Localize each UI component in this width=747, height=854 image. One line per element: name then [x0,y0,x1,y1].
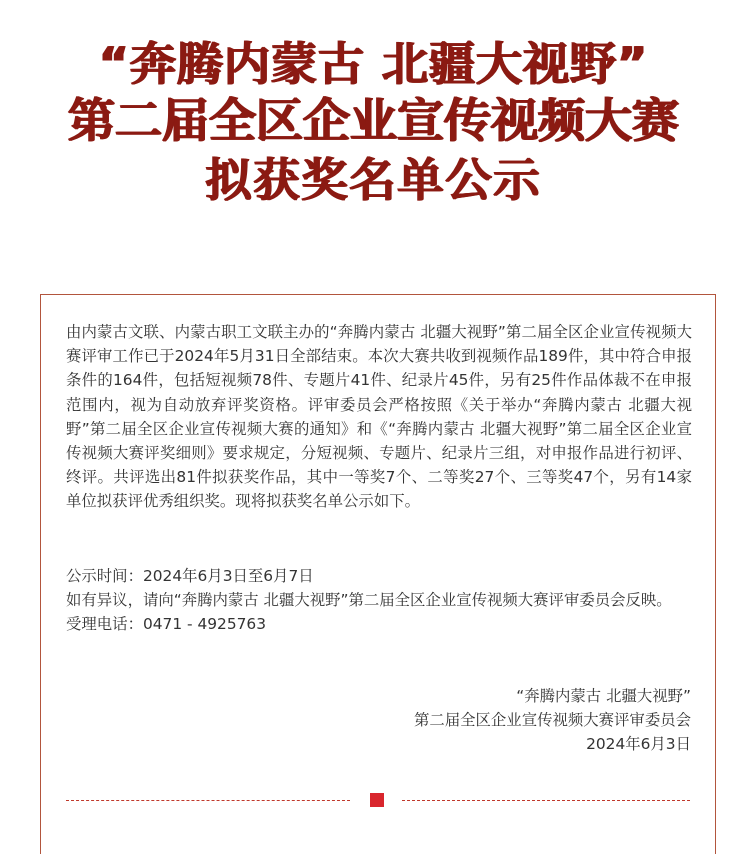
divider-right [402,800,690,801]
signature-line-2: 第二届全区企业宣传视频大赛评审委员会 [413,711,691,730]
notice-objection: 如有异议，请向“奔腾内蒙古 北疆大视野”第二届全区企业宣传视频大赛评审委员会反映。 [66,591,672,610]
notice-info [66,564,692,637]
title-line-1: “奔腾内蒙古 北疆大视野” [98,37,649,91]
divider-left [66,800,350,801]
divider-square-icon [370,793,384,807]
signature-line-1: “奔腾内蒙古 北疆大视野” [516,687,691,705]
signature-date: 2024年6月3日 [586,735,691,754]
announcement-paragraph: 由内蒙古文联、内蒙古职工文联主办的“奔腾内蒙古 北疆大视野”第二届全区企业宣传视频大赛评审工作已于2024年5月31日全部结束。本次大赛共收到视频作品189件，其中符合申报条件的164件，包括短视频78件、专题片41件、纪录片45件，另有25件作品体裁不在申报范围内，视为自动放弃评奖资格。评审委员会严格按照《关于举办“奔腾内蒙古 北疆大视野”第二届全区企业宣传视频大赛的通知》和《“奔腾内蒙古 北疆大视野”第二届全区企业宣传视频大赛评奖细则》要求规定，分短视频、专题片、纪录片三组，对申报作品进行初评、终评。共评选出81件拟获奖作品，其中一等奖7个、二等奖27个、三等奖47个，另有14家单位拟获评优秀组织奖。现将拟获奖名单公示如下。 [66,323,692,511]
notice-period: 公示时间：2024年6月3日至6月7日 [66,567,314,585]
title-line-3: 拟获奖名单公示 [205,153,542,207]
title-block [0,36,747,210]
signature-block [340,684,691,757]
notice-phone: 受理电话：0471 - 4925763 [66,615,267,634]
title-line-2: 第二届全区企业宣传视频大赛 [68,94,679,149]
